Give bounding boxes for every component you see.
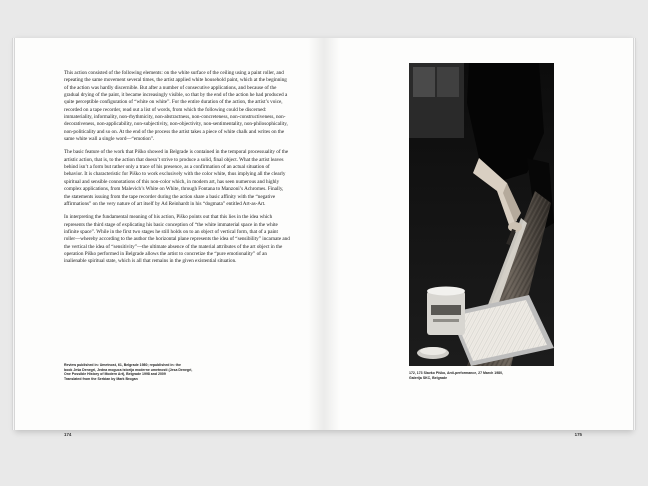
book-spread: [15, 38, 633, 437]
source-note-line: book Ješa Denegri, Jedna moguca istorija moderne umetnosti (Jesa Denegri,: [64, 367, 193, 372]
page-number-left: 174: [64, 432, 72, 437]
paragraph-2: The basic feature of the work that Piško showed in Belgrade is contained in the temporal processuality of the artistic action, that is, to the action that doesn’t strive to produce a solid, final object. What the artist leaves behind isn’t a form but rather only a trace of his presence, as a confirmation of an actual situation of behavior. It is characteristic for Piško to work exclusively with the color white, thus implying all the clearly spiritual and sensible connotations of this non-color which, in modern art, has seen numerous and highly complex applications, from Malevich’s White on White, through Fontana to Manzoni’s Achromes. Finally, the statements issuing from the tape recorder during the action share a basic affinity with the “negative affirmations” on the very nature of art itself by Ad Reinhardt in his “dogmata” entitled Art-as-Art.: [64, 149, 289, 207]
paragraph-1: This action consisted of the following elements: on the white surface of the ceiling using a paint roller, and repeating the same movement several times, the artist applied white household paint, which at the beginning of the action was hardly discernible. But after a number of consecutive applications, and because of the gradual drying of the paint, it became increasingly visible, so that by the end of the action he had produced a quite perceptible configuration of “white on white”. For the entire duration of the action, the artist’s voice, recorded on a tape recorder, read out a list of words, from which the following could be discerned: immateriality, informality, non-rhythmicity, non-abstractness, non-concreteness, non-constructiveness, non-decorativeness, non-applicability, non-subjectivity, non-objectivity, non-sentimentality, non-philosophicality, non-politicality and so on. At the end of the process the artist takes a piece of white chalk and writes on the same white wall a single word—“emotion”.: [64, 70, 288, 143]
performance-photograph: [409, 63, 554, 366]
body-text: [64, 70, 290, 272]
source-note-line: Translated from the Serbian by Mark Brogan: [64, 376, 138, 381]
source-note: [64, 363, 264, 381]
page-number-right: 175: [574, 432, 582, 437]
caption-line: Galerija SKC, Belgrade: [409, 375, 448, 380]
paragraph-3: In interpreting the fundamental meaning of his action, Piško points out that this lies in the idea which represents the third stage of explicating his basic conception of “the white immaterial space in the white infinite space”. While in the first two stages he still holds on to an object of vertical form, that of a paint roller—whereby according to the author the horizontal plane represents the idea of “sensibility” incarnate and the vertical the idea of “sensitivity”—the ultimate absence of the material attributes of the art object in the operation Piško performed in Belgrade allows the artist to concretize the “pure emotionality” of an inalienable spiritual state, which is all that remains in the given existential situation.: [64, 214, 290, 265]
right-page: [324, 38, 633, 437]
caption-line: 172, 173 Slavko Piško, Anti-performance, 27 March 1980,: [409, 371, 504, 375]
photo-caption: [409, 371, 549, 380]
source-note-line: Review published in: Umetnost, 61, Belgrade 1980; republished in: the: [64, 363, 181, 367]
right-page-edges: [633, 38, 636, 430]
gutter-shadow-left: [308, 38, 324, 430]
left-page: [15, 38, 324, 437]
source-note-line: One Possible History of Modern Art), Belgrade 1998 and 2009: [64, 372, 166, 377]
gutter-shadow-right: [324, 38, 340, 430]
photo-image: [409, 63, 554, 366]
